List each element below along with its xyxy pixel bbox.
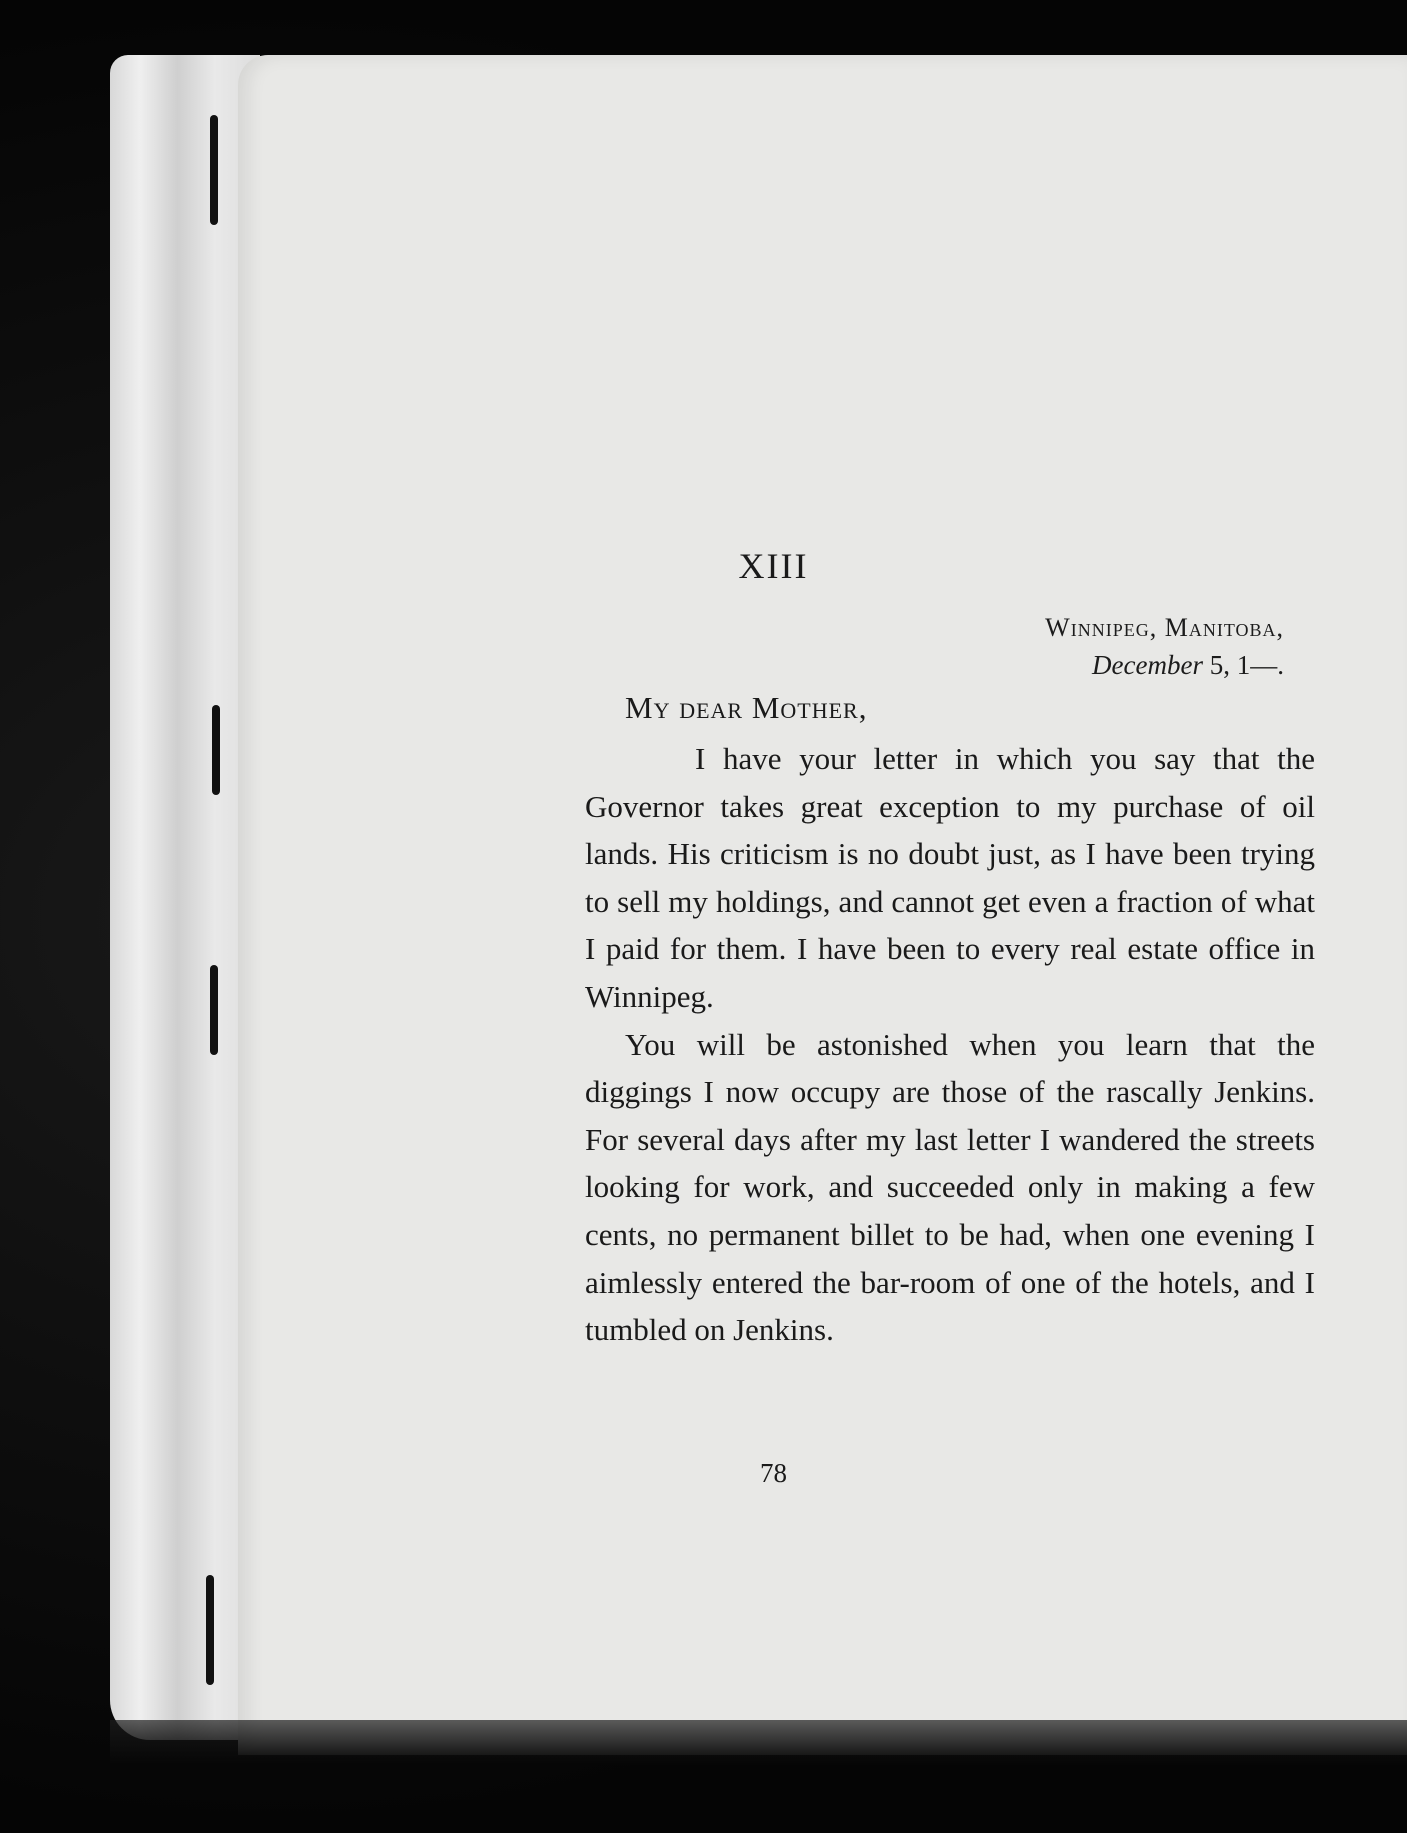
letter-date-month: December — [1092, 650, 1203, 680]
letter-body — [585, 735, 1315, 1354]
letter-date-rest: 5, 1—. — [1203, 650, 1284, 680]
paragraph: I have your letter in which you say that the Governor takes great exception to my purchase of oil lands. His criticism is no doubt just, as I have been trying to sell my holdings, and cannot get even a fraction of what I paid for them. I have been to every real estate office in Winnipeg. — [585, 741, 1315, 1014]
letter-salutation: My dear Mother, — [625, 690, 868, 725]
page-number: 78 — [760, 1458, 787, 1488]
chapter-heading: XIII — [738, 546, 809, 586]
edge-shadow-mark — [210, 965, 218, 1055]
page-bottom-shadow — [110, 1720, 1407, 1765]
edge-shadow-mark — [212, 705, 220, 795]
edge-shadow-mark — [206, 1575, 214, 1685]
letter-place: Winnipeg, Manitoba, — [1045, 613, 1284, 642]
paragraph: You will be astonished when you learn that the diggings I now occupy are those of the rascally Jenkins. For several days after my last letter I wandered the streets looking for work, and succeeded only in making a few cents, no permanent billet to be had, when one evening I aimlessly entered the bar-room of one of the hotels, and I tumbled on Jenkins. — [585, 1026, 1315, 1348]
letter-date — [1092, 650, 1284, 681]
edge-shadow-mark — [210, 115, 218, 225]
